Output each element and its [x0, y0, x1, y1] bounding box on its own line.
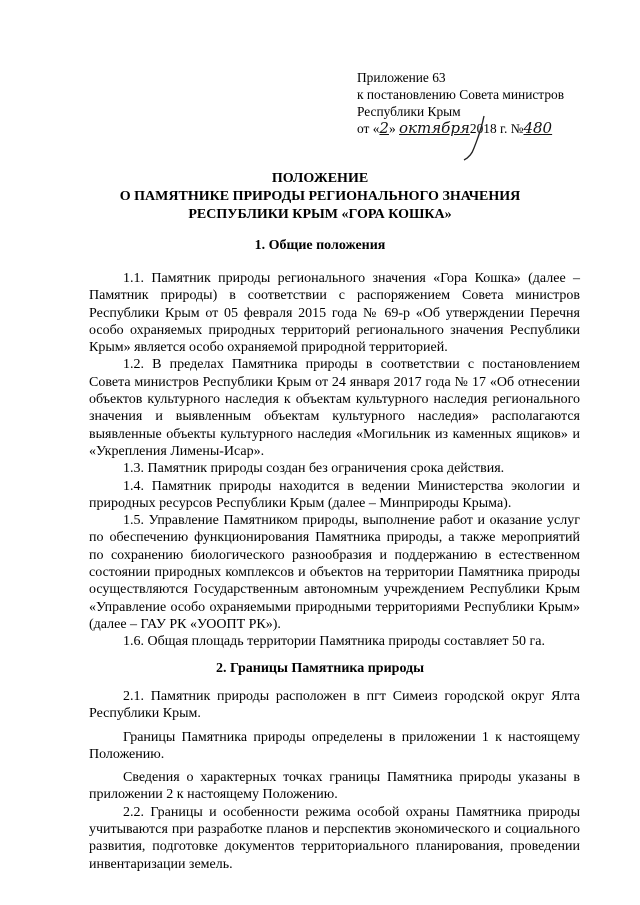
title-line2: О ПАМЯТНИКЕ ПРИРОДЫ РЕГИОНАЛЬНОГО ЗНАЧЕНИЯ: [119, 189, 521, 204]
handwritten-number: 480: [523, 119, 553, 137]
appendix-line2: к постановлению Совета министров: [357, 87, 565, 102]
paragraph-2-1: 2.1. Памятник природы расположен в пгт Симеиз городской округ Ялта Республики Крым.: [89, 689, 580, 722]
appendix-line3: Республики Крым: [357, 104, 461, 119]
paragraph-1-6: 1.6. Общая площадь территории Памятника природы составляет 50 га.: [123, 634, 545, 650]
paragraph-2-1-boundaries: Границы Памятника природы определены в приложении 1 к настоящему Положению.: [89, 729, 580, 762]
paragraph-1-1: 1.1. Памятник природы регионального значения «Гора Кошка» (далее – Памятник природы) в соответствии с распоряжением Совета министров Республики Крым от 05 февраля 2015 года № 69-р «Об утверждении Перечня особо охраняемых природных территорий регионального значения Республики Крым» является особо охраняемой природной территорией.: [89, 271, 580, 356]
appendix-line1: Приложение 63: [357, 70, 446, 85]
paragraph-2-1-points: Сведения о характерных точках границы Памятника природы указаны в приложении 2 к настоящему Положению.: [89, 770, 580, 803]
section1-heading: 1. Общие положения: [254, 238, 386, 253]
document-title: [0, 170, 640, 224]
date-year: 2018 г. №: [469, 121, 524, 136]
title-line1: ПОЛОЖЕНИЕ: [271, 171, 369, 186]
signature-mark: [454, 112, 498, 162]
section2-body: [89, 688, 580, 873]
paragraph-1-4: 1.4. Памятник природы находится в ведении Министерства экологии и природных ресурсов Республики Крым (далее – Минприроды Крыма).: [89, 478, 580, 511]
date-prefix: от «: [357, 121, 380, 136]
section2-heading: 2. Границы Памятника природы: [215, 661, 425, 676]
handwritten-day: 2: [379, 119, 389, 137]
date-mid: »: [388, 121, 396, 136]
handwritten-month: октября: [399, 119, 470, 137]
paragraph-1-3: 1.3. Памятник природы создан без ограничения срока действия.: [123, 461, 505, 477]
paragraph-1-2: 1.2. В пределах Памятника природы в соответствии с постановлением Совета министров Республики Крым от 24 января 2017 года № 17 «Об отнесении объектов культурного наследия к объектам культурного наследия регионального значения и выявленным объектам культурного наследия» располагаются выявленные объекты культурного наследия «Могильник из каменных ящиков» и «Укрепления Лимены-Исар».: [89, 357, 580, 459]
title-line3: РЕСПУБЛИКИ КРЫМ «ГОРА КОШКА»: [188, 207, 452, 222]
section1-body: [89, 270, 580, 651]
paragraph-1-5: 1.5. Управление Памятником природы, выполнение работ и оказание услуг по обеспечению функционирования Памятника природы, а также мероприятий по сохранению биологического разнообразия и поддержанию в естественном состоянии природных комплексов и объектов на территории Памятника природы осуществляются Государственным автономным учреждением Республики Крым «Управление особо охраняемыми природными территориями Республики Крым» (далее – ГАУ РК «УООПТ РК»).: [89, 513, 580, 632]
paragraph-2-2: 2.2. Границы и особенности режима особой охраны Памятника природы учитываются при разработке планов и перспектив экономического и социального развития, подготовке документов территориального планирования, проведении инвентаризации земель.: [89, 804, 580, 872]
